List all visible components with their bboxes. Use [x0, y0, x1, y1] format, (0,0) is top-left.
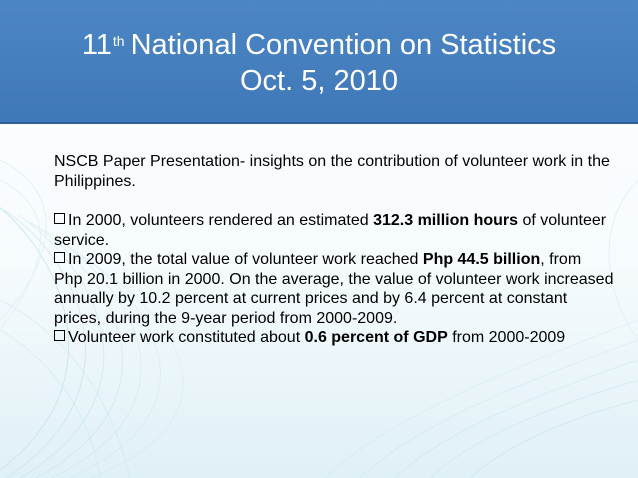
bullet-bold-text: Php 44.5 billion [422, 251, 541, 268]
bullet-text: from 2000-2009 [447, 329, 566, 346]
title-banner [0, 0, 638, 124]
bullet-text: of volunteer service. [54, 212, 607, 249]
bullet-item [54, 250, 614, 328]
title-superscript: th [112, 33, 125, 49]
slide-date: Oct. 5, 2010 [240, 65, 398, 97]
hollow-square-bullet-icon [54, 252, 65, 263]
bullet-item [54, 211, 614, 250]
slide-body [54, 152, 614, 348]
slide-title [0, 28, 638, 62]
bullet-item [54, 328, 614, 348]
bullet-text: , from Php 20.1 billion in 2000. On the average, the value of volunteer work increased annually by 10.2 percent at current prices and by 6.4 percent at constant prices, during the 9-year period from 2000-2009. [54, 251, 614, 327]
title-number: 11 [81, 29, 112, 61]
bullet-bold-text: 0.6 percent of GDP [304, 329, 448, 346]
title-rest: National Convention on Statistics [130, 29, 557, 61]
intro-paragraph: NSCB Paper Presentation- insights on the contribution of volunteer work in the Philippines. [54, 153, 610, 190]
bullet-text: In 2009, the total value of volunteer work reached [68, 251, 423, 268]
bullet-text: In 2000, volunteers rendered an estimated [68, 212, 374, 229]
bullet-text: Volunteer work constituted about [68, 329, 305, 346]
hollow-square-bullet-icon [54, 213, 65, 224]
hollow-square-bullet-icon [54, 330, 65, 341]
paragraph-gap [54, 191, 614, 211]
bullet-bold-text: 312.3 million hours [373, 212, 519, 229]
